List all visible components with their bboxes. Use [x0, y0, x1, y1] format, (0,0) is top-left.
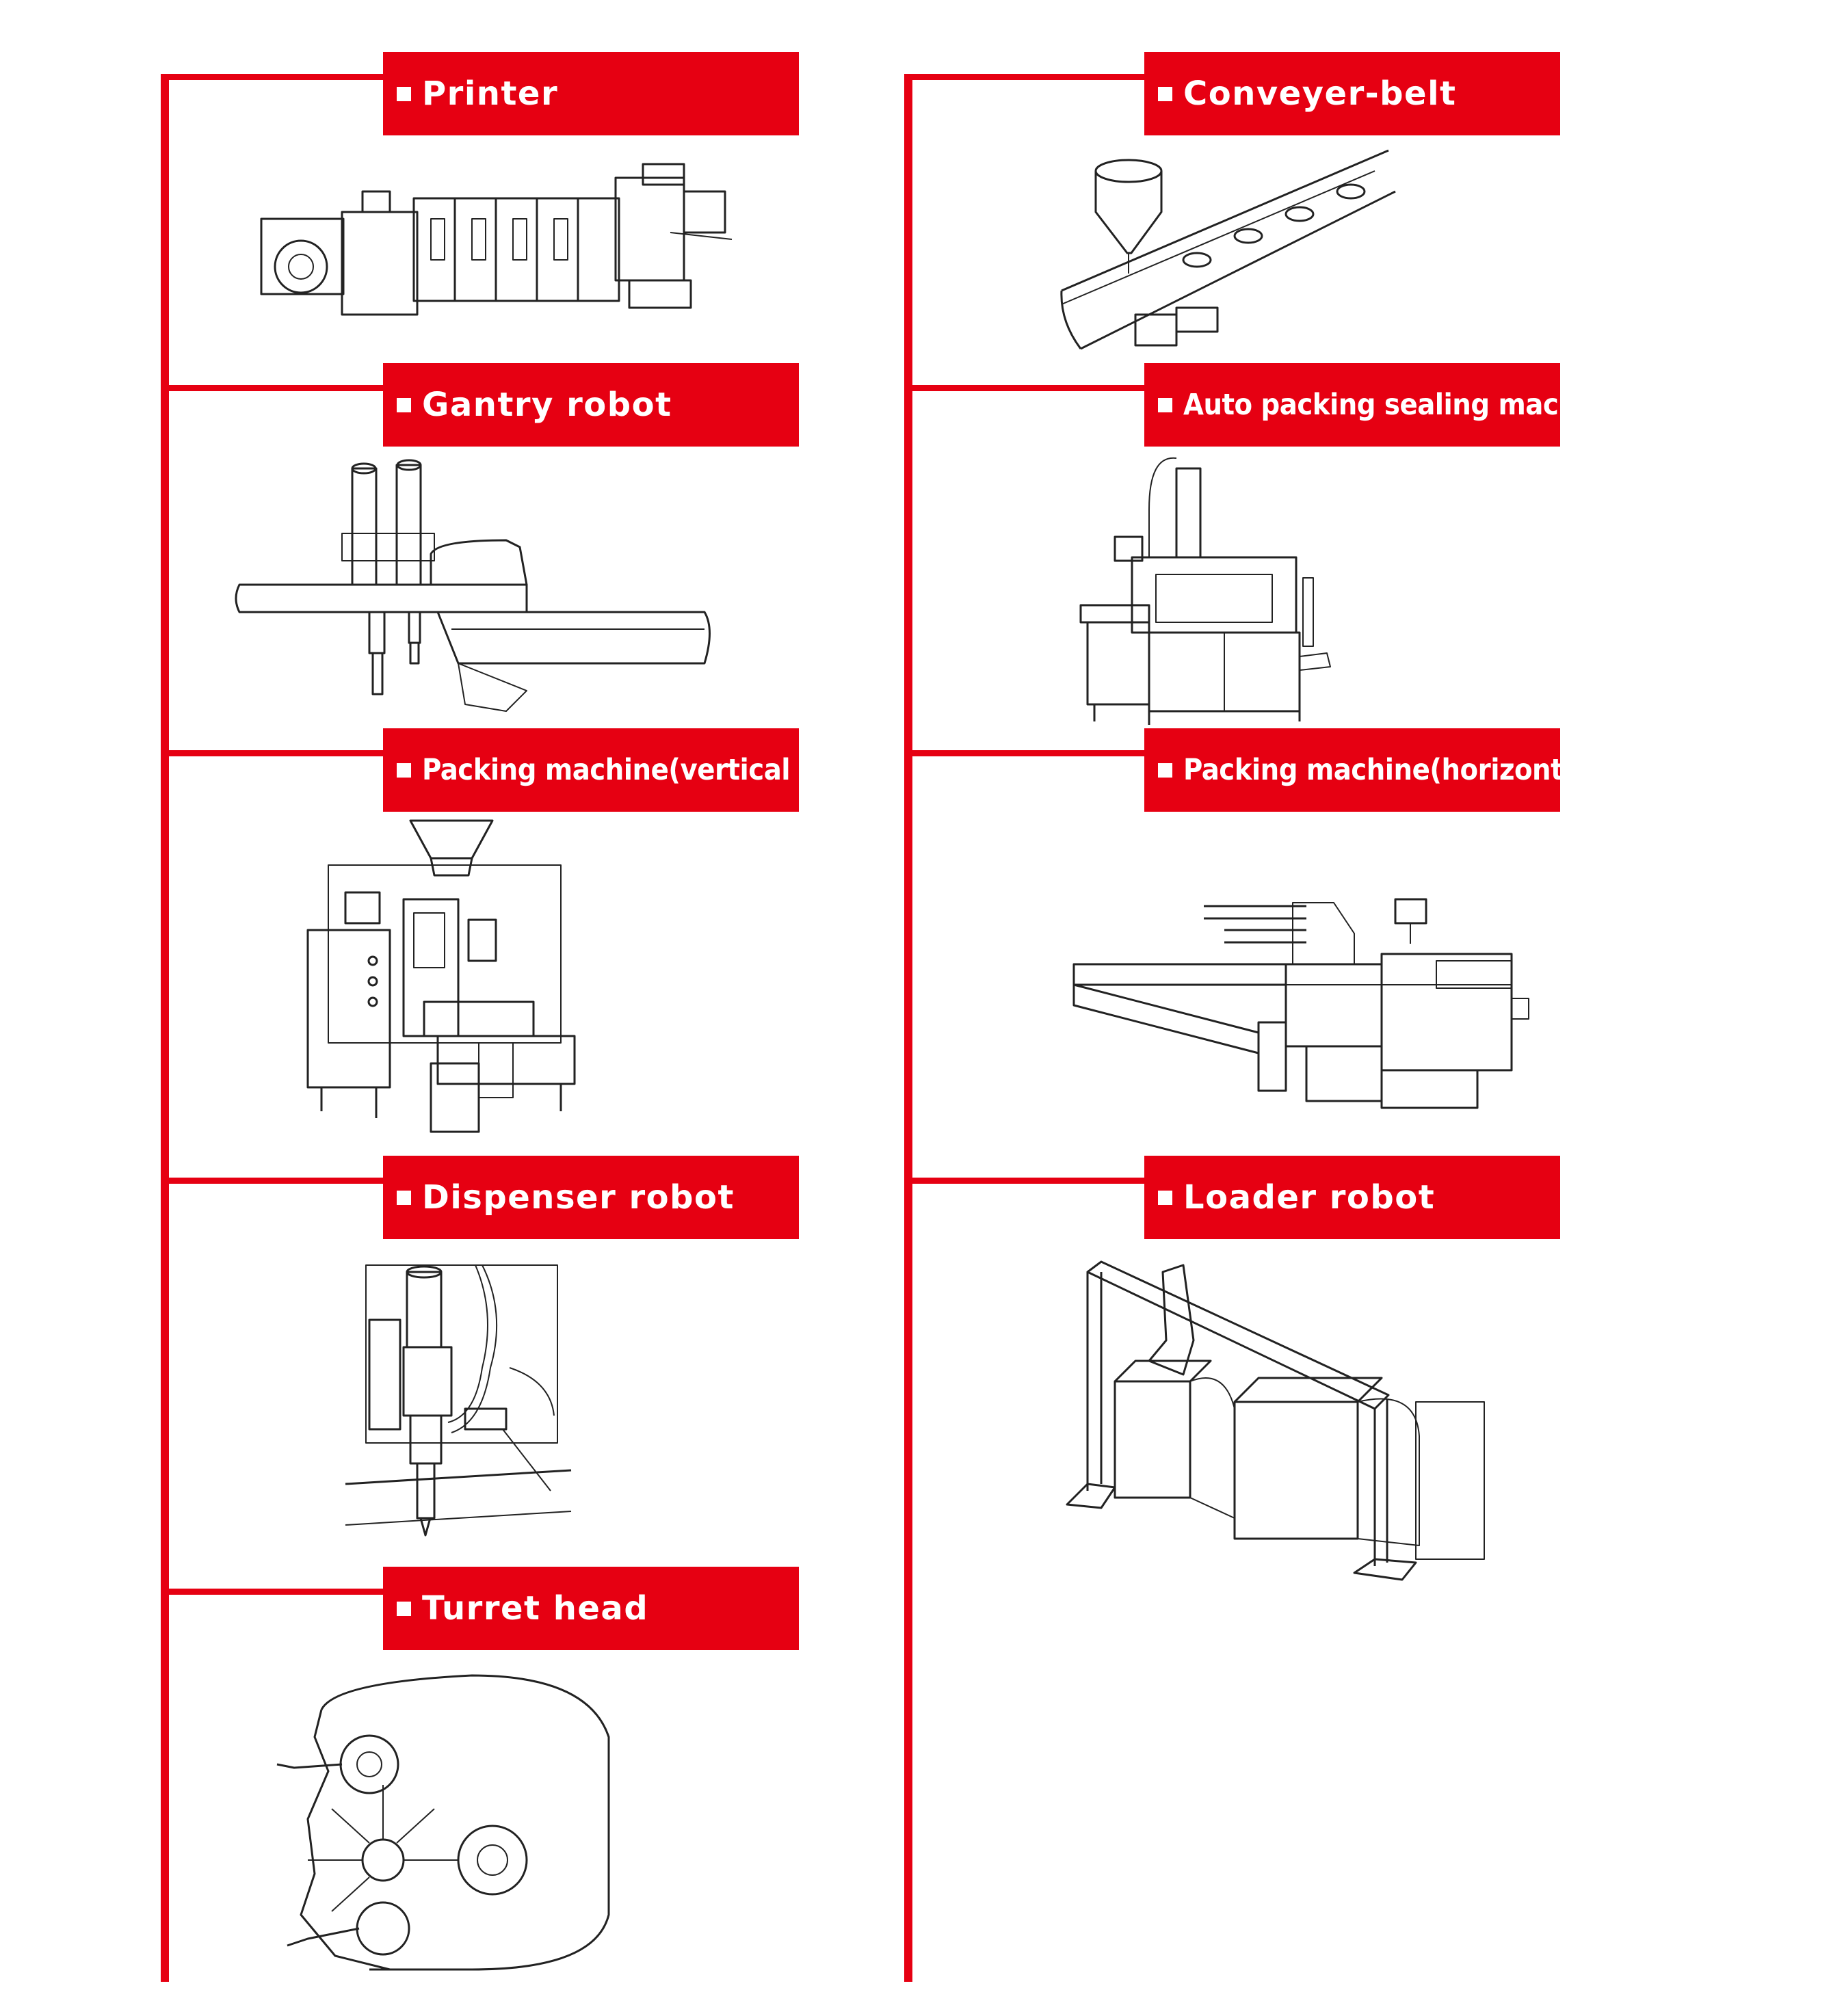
branch-line-dispenser-robot: [161, 1178, 386, 1184]
turret-head-illustration: [267, 1669, 663, 1990]
label-text: Printer: [422, 75, 559, 113]
label-printer: [383, 52, 799, 135]
square-bullet-icon: [397, 763, 411, 778]
label-auto-packing: [1144, 363, 1622, 447]
branch-line-conveyer-belt: [904, 74, 1148, 80]
label-conveyer-belt: [1144, 52, 1560, 135]
label-text: Packing machine(vertical pillow): [422, 753, 897, 787]
auto-packing-sealing-machine-illustration: [1067, 448, 1341, 728]
label-text: Gantry robot: [422, 386, 672, 424]
branch-line-loader-robot: [904, 1178, 1148, 1184]
square-bullet-icon: [1158, 1191, 1172, 1205]
label-turret-head: [383, 1567, 799, 1650]
square-bullet-icon: [397, 1602, 411, 1616]
square-bullet-icon: [1158, 87, 1172, 101]
gantry-robot-illustration: [233, 458, 725, 718]
label-text: Turret head: [422, 1589, 649, 1628]
square-bullet-icon: [1158, 763, 1172, 778]
branch-line-printer: [161, 74, 386, 80]
label-text: Packing machine(horizontal pillow): [1183, 753, 1697, 787]
square-bullet-icon: [397, 398, 411, 412]
branch-line-gantry-robot: [161, 385, 386, 391]
loader-robot-illustration: [1060, 1258, 1512, 1614]
horizontal-pillow-packing-machine-illustration: [1067, 892, 1546, 1111]
label-text: Loader robot: [1183, 1178, 1436, 1217]
label-text: Auto packing sealing machine: [1183, 388, 1622, 422]
label-text: Dispenser robot: [422, 1178, 735, 1217]
label-loader-robot: [1144, 1156, 1560, 1239]
label-vertical-pillow: [383, 728, 897, 812]
vertical-pillow-packing-machine-illustration: [301, 817, 588, 1139]
label-text: Conveyer-belt: [1183, 75, 1457, 113]
conveyer-belt-illustration: [1060, 144, 1402, 356]
right-trunk-line: [904, 74, 912, 1982]
left-trunk-line: [161, 74, 169, 1982]
dispenser-robot-illustration: [345, 1258, 571, 1546]
label-horizontal-pillow: [1144, 728, 1697, 812]
branch-line-turret-head: [161, 1589, 386, 1595]
branch-line-vertical-pillow: [161, 750, 386, 756]
label-dispenser-robot: [383, 1156, 799, 1239]
label-gantry-robot: [383, 363, 799, 447]
square-bullet-icon: [1158, 398, 1172, 412]
branch-line-horizontal-pillow: [904, 750, 1148, 756]
printer-illustration: [260, 164, 739, 321]
square-bullet-icon: [397, 87, 411, 101]
square-bullet-icon: [397, 1191, 411, 1205]
branch-line-auto-packing: [904, 385, 1148, 391]
